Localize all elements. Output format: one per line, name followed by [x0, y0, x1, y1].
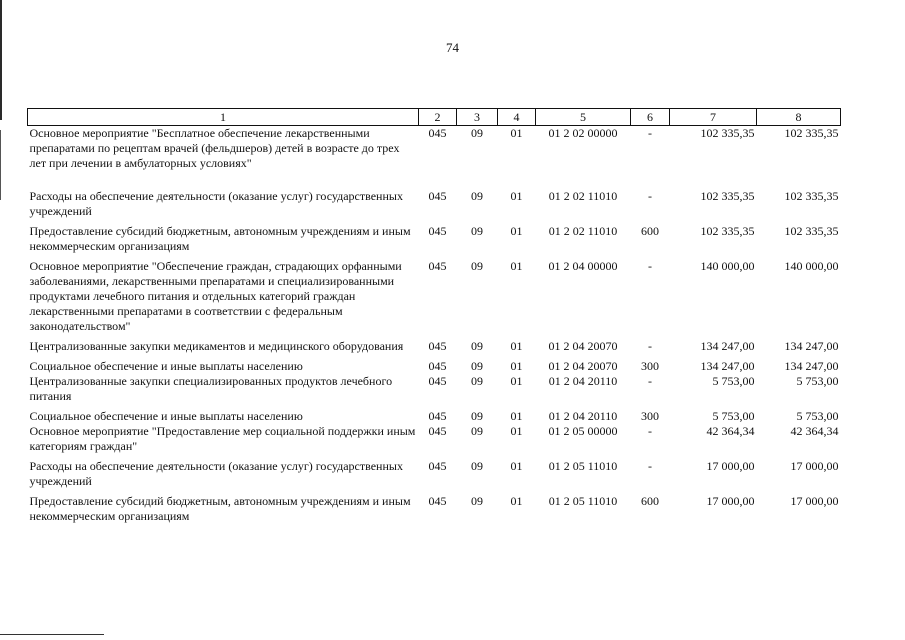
- column-header: 2: [419, 109, 457, 126]
- amount-col8: 140 000,00: [784, 259, 839, 273]
- amount-col8: 102 335,35: [784, 224, 839, 238]
- table-row: [28, 339, 841, 359]
- expense-type-code: 600: [641, 224, 659, 238]
- table-row: [28, 424, 841, 459]
- table-row: [28, 459, 841, 494]
- expense-type-code: 300: [641, 409, 659, 423]
- expense-type-code: 300: [641, 359, 659, 373]
- amount-col7: 5 753,00: [712, 374, 755, 388]
- column-header: 4: [498, 109, 536, 126]
- subsection-code: 01: [510, 374, 523, 388]
- amount-col8: 5 753,00: [796, 409, 839, 423]
- page-number: 74: [446, 40, 459, 55]
- amount-col7: 102 335,35: [700, 224, 755, 238]
- subsection-code: 01: [510, 494, 523, 508]
- subsection-code: 01: [510, 259, 523, 273]
- amount-col8: 102 335,35: [784, 126, 839, 140]
- section-code: 09: [471, 189, 483, 203]
- table-row: [28, 189, 841, 224]
- amount-col7: 42 364,34: [706, 424, 755, 438]
- target-code: 01 2 05 00000: [548, 424, 618, 438]
- target-code: 01 2 02 11010: [548, 189, 618, 203]
- ministry-code: 045: [428, 494, 447, 508]
- table-row: [28, 126, 841, 190]
- table-row: [28, 359, 841, 374]
- section-code: 09: [471, 339, 483, 353]
- row-name: Основное мероприятие "Бесплатное обеспечение лекарственными препаратами по рецептам врачей (фельдшеров) детей в возрасте до трех лет при лечении в амбулаторных условиях": [29, 126, 400, 170]
- ministry-code: 045: [428, 459, 447, 473]
- target-code: 01 2 04 20070: [548, 339, 618, 353]
- amount-col7: 140 000,00: [700, 259, 755, 273]
- section-code: 09: [471, 459, 483, 473]
- target-code: 01 2 04 20070: [548, 359, 618, 373]
- expense-type-code: 600: [641, 494, 659, 508]
- section-code: 09: [471, 224, 483, 238]
- target-code: 01 2 02 11010: [548, 224, 618, 238]
- expense-type-code: -: [648, 424, 652, 438]
- subsection-code: 01: [510, 339, 523, 353]
- ministry-code: 045: [428, 339, 447, 353]
- section-code: 09: [471, 494, 483, 508]
- row-name: Расходы на обеспечение деятельности (оказание услуг) государственных учреждений: [29, 459, 403, 488]
- subsection-code: 01: [510, 126, 523, 140]
- expense-type-code: -: [648, 339, 652, 353]
- target-code: 01 2 02 00000: [548, 126, 618, 140]
- column-header: 3: [457, 109, 498, 126]
- section-code: 09: [471, 424, 483, 438]
- ministry-code: 045: [428, 424, 447, 438]
- section-code: 09: [471, 374, 483, 388]
- table-row: [28, 494, 841, 524]
- subsection-code: 01: [510, 459, 523, 473]
- amount-col7: 134 247,00: [700, 339, 755, 353]
- ministry-code: 045: [428, 189, 447, 203]
- amount-col7: 102 335,35: [700, 126, 755, 140]
- column-header: 5: [536, 109, 631, 126]
- table-row: [28, 409, 841, 424]
- ministry-code: 045: [428, 359, 447, 373]
- subsection-code: 01: [510, 359, 523, 373]
- table-row: [28, 374, 841, 409]
- expense-type-code: -: [648, 189, 652, 203]
- row-name: Расходы на обеспечение деятельности (оказание услуг) государственных учреждений: [29, 189, 403, 218]
- row-name: Основное мероприятие "Предоставление мер социальной поддержки иным категориям граждан": [29, 424, 416, 453]
- amount-col8: 134 247,00: [784, 359, 839, 373]
- subsection-code: 01: [510, 409, 523, 423]
- row-name: Предоставление субсидий бюджетным, автономным учреждениям и иным некоммерческим организациям: [29, 494, 411, 523]
- scan-edge-line: [0, 130, 1, 200]
- expense-type-code: -: [648, 459, 652, 473]
- table-row: [28, 224, 841, 259]
- section-code: 09: [471, 126, 483, 140]
- column-header: 8: [757, 109, 841, 126]
- table-row: [28, 259, 841, 339]
- amount-col7: 134 247,00: [700, 359, 755, 373]
- amount-col8: 42 364,34: [790, 424, 839, 438]
- row-name: Централизованные закупки специализированных продуктов лечебного питания: [29, 374, 393, 403]
- expense-type-code: -: [648, 126, 652, 140]
- column-header: 1: [28, 109, 419, 126]
- ministry-code: 045: [428, 409, 447, 423]
- target-code: 01 2 04 00000: [548, 259, 618, 273]
- subsection-code: 01: [510, 189, 523, 203]
- row-name: Основное мероприятие "Обеспечение граждан, страдающих орфанными заболеваниями, лекарственными препаратами и специализированными продуктами лечебного питания и отдельных категорий граждан лекарственными препаратами в соответствии с федеральным законодательством": [29, 259, 402, 333]
- row-name: Социальное обеспечение и иные выплаты населению: [29, 359, 303, 373]
- header-row: [28, 109, 841, 126]
- expense-type-code: -: [648, 374, 652, 388]
- column-header: 6: [631, 109, 670, 126]
- amount-col7: 17 000,00: [706, 459, 755, 473]
- amount-col7: 102 335,35: [700, 189, 755, 203]
- row-name: Социальное обеспечение и иные выплаты населению: [29, 409, 303, 423]
- target-code: 01 2 04 20110: [548, 374, 618, 388]
- subsection-code: 01: [510, 424, 523, 438]
- row-name: Централизованные закупки медикаментов и медицинского оборудования: [29, 339, 404, 353]
- amount-col8: 5 753,00: [796, 374, 839, 388]
- amount-col8: 17 000,00: [790, 494, 839, 508]
- target-code: 01 2 05 11010: [548, 494, 618, 508]
- footnote-line: [0, 634, 104, 635]
- scan-edge-line: [0, 0, 2, 120]
- amount-col8: 17 000,00: [790, 459, 839, 473]
- target-code: 01 2 04 20110: [548, 409, 618, 423]
- section-code: 09: [471, 359, 483, 373]
- expense-type-code: -: [648, 259, 652, 273]
- amount-col8: 102 335,35: [784, 189, 839, 203]
- amount-col7: 5 753,00: [712, 409, 755, 423]
- amount-col8: 134 247,00: [784, 339, 839, 353]
- section-code: 09: [471, 259, 483, 273]
- ministry-code: 045: [428, 259, 447, 273]
- budget-table: [27, 108, 841, 524]
- section-code: 09: [471, 409, 483, 423]
- column-header: 7: [670, 109, 757, 126]
- amount-col7: 17 000,00: [706, 494, 755, 508]
- row-name: Предоставление субсидий бюджетным, автономным учреждениям и иным некоммерческим организациям: [29, 224, 411, 253]
- ministry-code: 045: [428, 374, 447, 388]
- ministry-code: 045: [428, 126, 447, 140]
- subsection-code: 01: [510, 224, 523, 238]
- target-code: 01 2 05 11010: [548, 459, 618, 473]
- ministry-code: 045: [428, 224, 447, 238]
